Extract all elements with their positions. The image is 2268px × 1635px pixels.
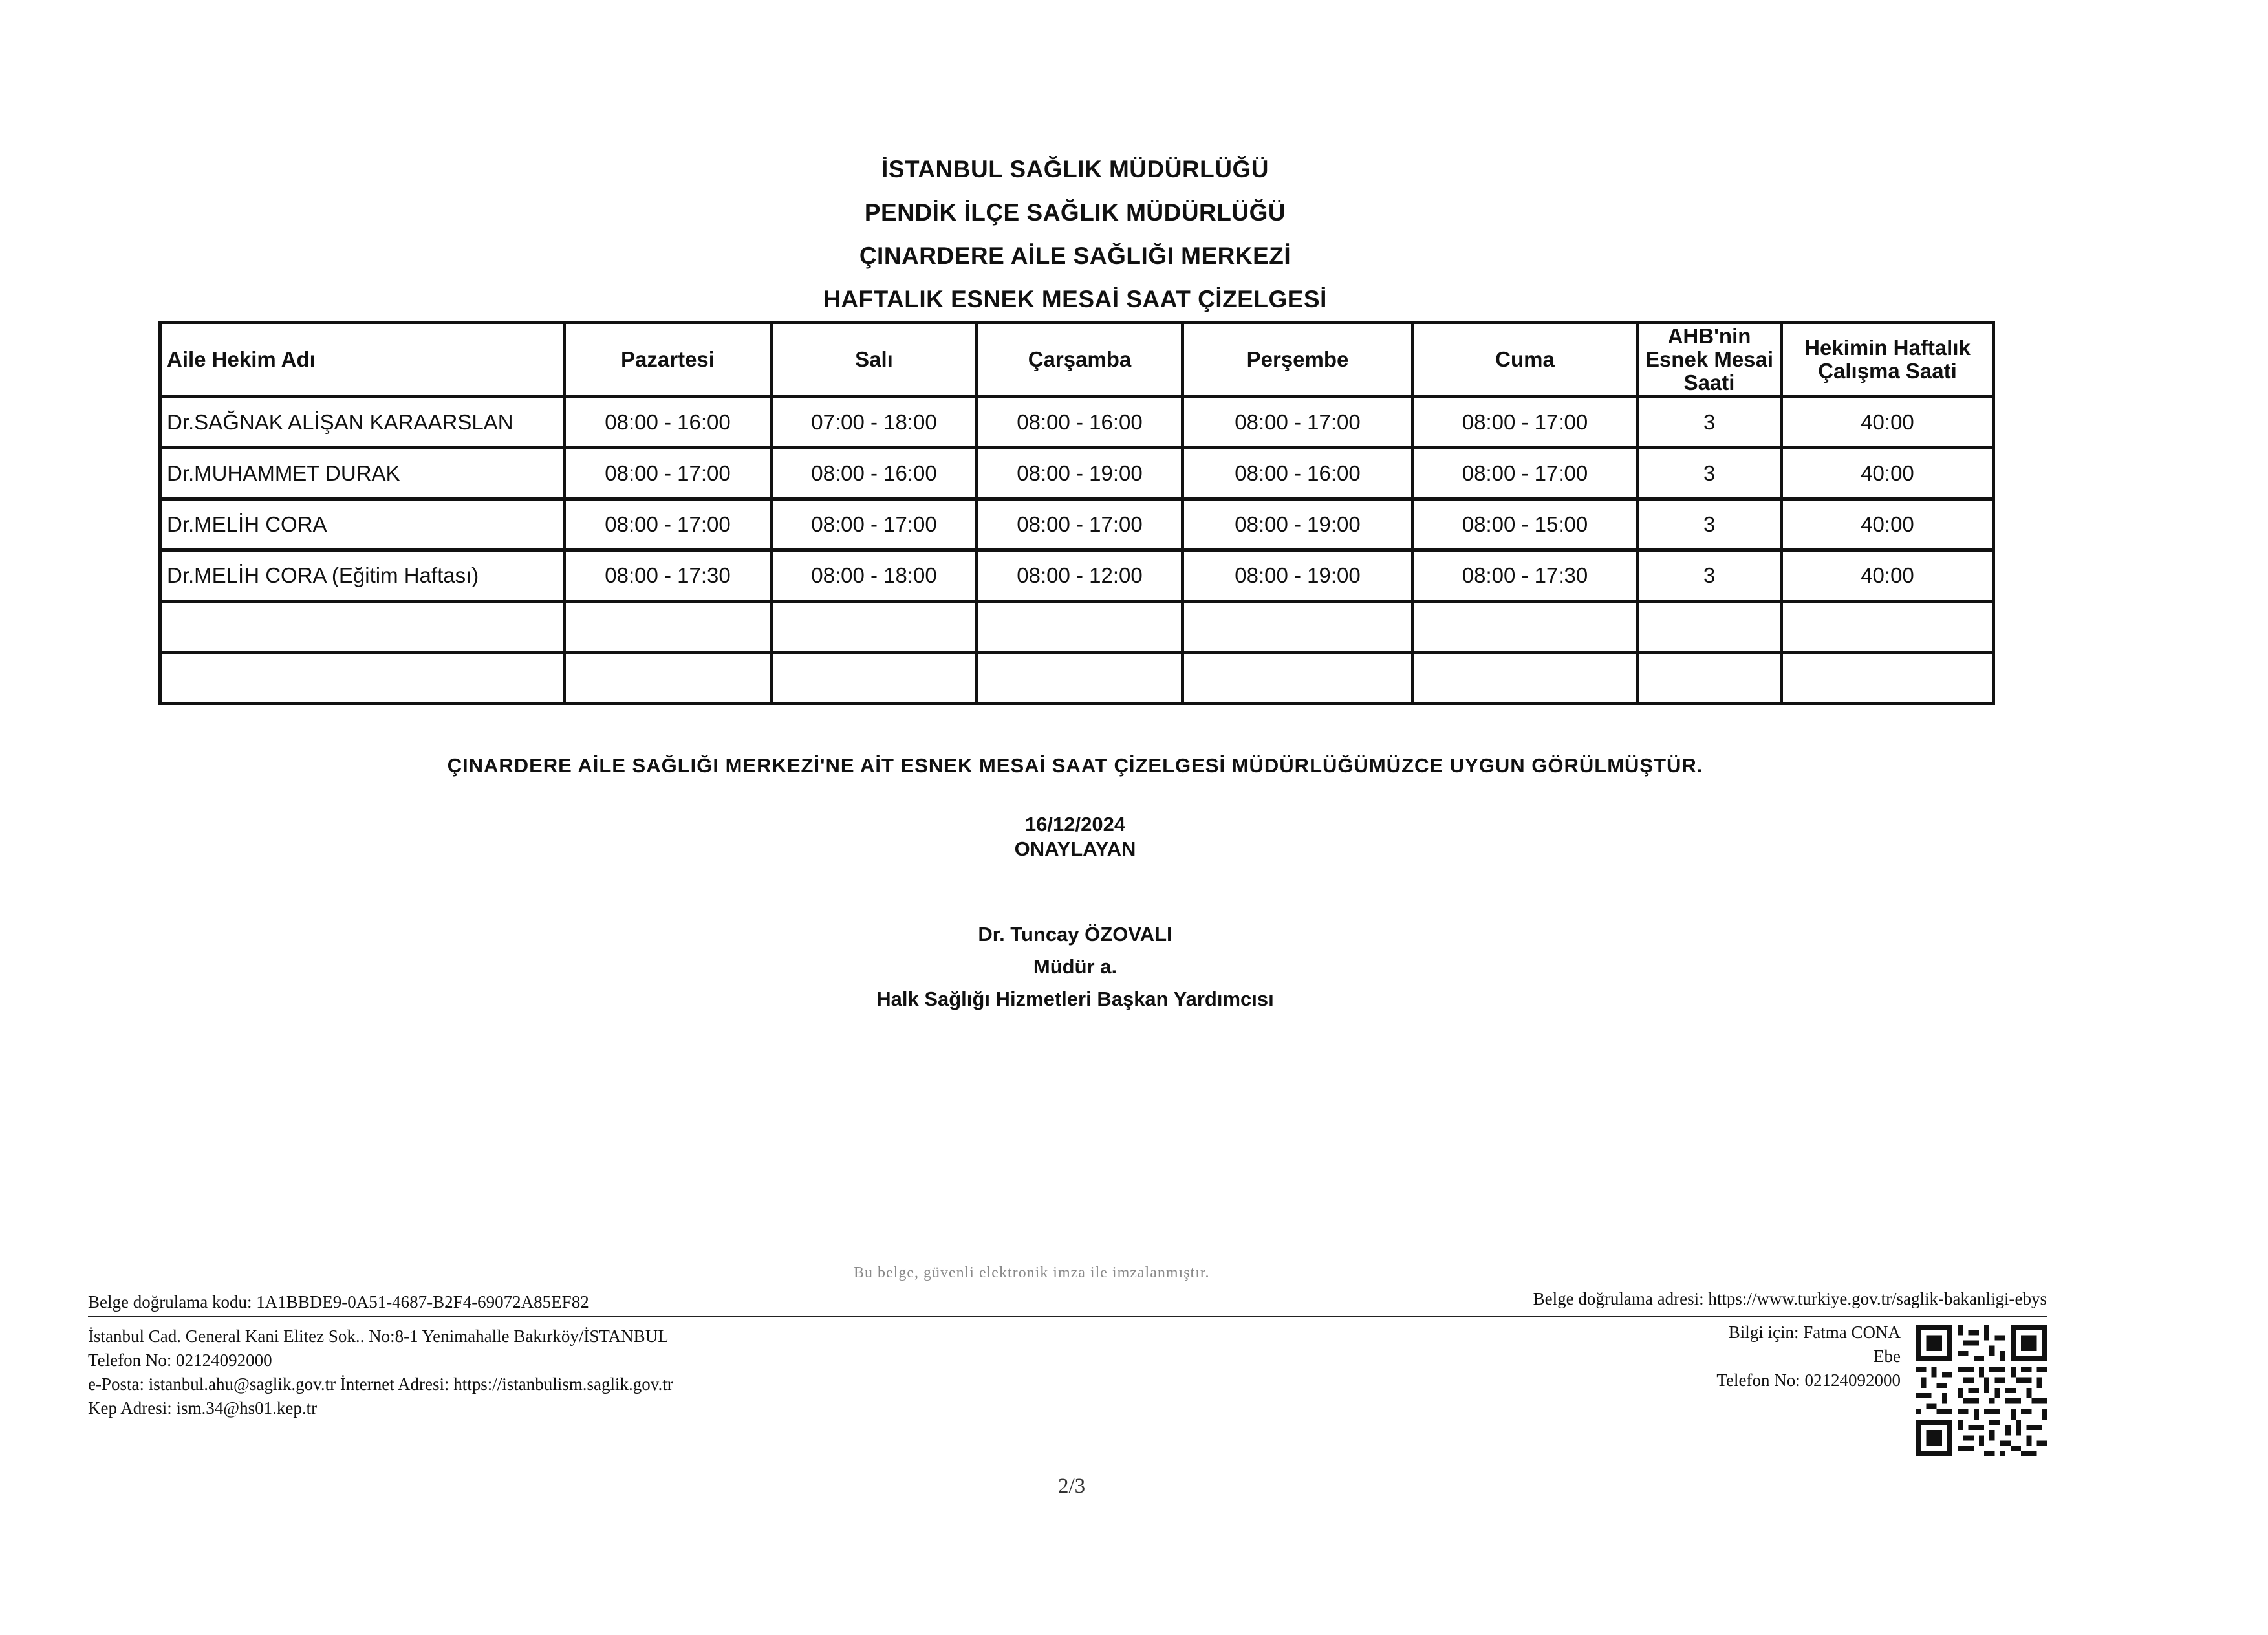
page-number: 2/3 xyxy=(1058,1475,1086,1498)
kep-address: Kep Adresi: ism.34@hs01.kep.tr xyxy=(88,1398,318,1418)
wednesday-hours-cell: 08:00 - 17:00 xyxy=(977,499,1183,550)
thursday-hours-cell: 08:00 - 19:00 xyxy=(1183,550,1413,601)
monday-hours-cell: 08:00 - 17:00 xyxy=(565,448,772,499)
friday-hours-cell: 08:00 - 17:30 xyxy=(1413,550,1637,601)
monday-hours-cell: 08:00 - 16:00 xyxy=(565,397,772,448)
column-header-friday: Cuma xyxy=(1413,323,1637,397)
column-header-weekly-hours: Hekimin Haftalık Çalışma Saati xyxy=(1782,323,1994,397)
thursday-hours-cell: 08:00 - 17:00 xyxy=(1183,397,1413,448)
info-block xyxy=(1716,1321,1901,1392)
tuesday-hours-cell xyxy=(772,653,977,704)
tuesday-hours-cell: 08:00 - 18:00 xyxy=(772,550,977,601)
wednesday-hours-cell: 08:00 - 16:00 xyxy=(977,397,1183,448)
table-header-row xyxy=(160,323,1994,397)
header-line-ministry: İSTANBUL SAĞLIK MÜDÜRLÜĞÜ xyxy=(881,156,1269,182)
table-row xyxy=(160,397,1994,448)
thursday-hours-cell: 08:00 - 16:00 xyxy=(1183,448,1413,499)
physician-name-cell: Dr.MELİH CORA (Eğitim Haftası) xyxy=(160,550,565,601)
weekly-hours-cell: 40:00 xyxy=(1782,397,1994,448)
flex-hours-cell: 3 xyxy=(1637,397,1782,448)
tuesday-hours-cell: 07:00 - 18:00 xyxy=(772,397,977,448)
monday-hours-cell xyxy=(565,653,772,704)
thursday-hours-cell xyxy=(1183,601,1413,653)
info-contact: Bilgi için: Fatma CONA xyxy=(1728,1323,1901,1342)
table-row xyxy=(160,499,1994,550)
header-line-district: PENDİK İLÇE SAĞLIK MÜDÜRLÜĞÜ xyxy=(864,199,1286,226)
address: İstanbul Cad. General Kani Elitez Sok.. No:8-1 Yenimahalle Bakırköy/İSTANBUL xyxy=(88,1326,669,1346)
table-row-empty xyxy=(160,653,1994,704)
weekly-hours-cell: 40:00 xyxy=(1782,499,1994,550)
physician-name-cell: Dr.SAĞNAK ALİŞAN KARAARSLAN xyxy=(160,397,565,448)
flex-hours-cell: 3 xyxy=(1637,448,1782,499)
header-line-center: ÇINARDERE AİLE SAĞLIĞI MERKEZİ xyxy=(859,243,1291,269)
tuesday-hours-cell xyxy=(772,601,977,653)
physician-name-cell xyxy=(160,601,565,653)
table-row-empty xyxy=(160,601,1994,653)
friday-hours-cell: 08:00 - 15:00 xyxy=(1413,499,1637,550)
signer-title: Halk Sağlığı Hizmetleri Başkan Yardımcısı xyxy=(876,988,1274,1010)
table-row xyxy=(160,550,1994,601)
signer-role: Müdür a. xyxy=(1033,955,1118,978)
weekly-hours-cell: 40:00 xyxy=(1782,550,1994,601)
approval-date-block xyxy=(0,812,2150,861)
physician-name-cell xyxy=(160,653,565,704)
email-web: e-Posta: istanbul.ahu@saglik.gov.tr İnternet Adresi: https://istanbulism.saglik.gov.tr xyxy=(88,1374,673,1394)
qr-code-icon xyxy=(1916,1325,2047,1456)
wednesday-hours-cell xyxy=(977,601,1183,653)
info-phone: Telefon No: 02124092000 xyxy=(1716,1370,1901,1390)
tuesday-hours-cell: 08:00 - 16:00 xyxy=(772,448,977,499)
signature-block xyxy=(0,918,2150,1015)
table-row xyxy=(160,448,1994,499)
monday-hours-cell: 08:00 - 17:00 xyxy=(565,499,772,550)
verification-code: Belge doğrulama kodu: 1A1BBDE9-0A51-4687-B2F4-69072A85EF82 xyxy=(88,1292,589,1312)
column-header-tuesday: Salı xyxy=(772,323,977,397)
friday-hours-cell xyxy=(1413,653,1637,704)
info-role: Ebe xyxy=(1874,1347,1901,1366)
column-header-physician: Aile Hekim Adı xyxy=(160,323,565,397)
flex-hours-cell: 3 xyxy=(1637,499,1782,550)
physician-name-cell: Dr.MELİH CORA xyxy=(160,499,565,550)
column-header-monday: Pazartesi xyxy=(565,323,772,397)
friday-hours-cell xyxy=(1413,601,1637,653)
friday-hours-cell: 08:00 - 17:00 xyxy=(1413,397,1637,448)
thursday-hours-cell xyxy=(1183,653,1413,704)
weekly-hours-cell: 40:00 xyxy=(1782,448,1994,499)
weekly-hours-cell xyxy=(1782,601,1994,653)
phone: Telefon No: 02124092000 xyxy=(88,1350,272,1370)
wednesday-hours-cell: 08:00 - 19:00 xyxy=(977,448,1183,499)
esign-note: Bu belge, güvenli elektronik imza ile imzalanmıştır. xyxy=(854,1264,1210,1281)
contact-block xyxy=(88,1325,673,1420)
signer-name: Dr. Tuncay ÖZOVALI xyxy=(978,923,1172,946)
column-header-flex-hours: AHB'nin Esnek Mesai Saati xyxy=(1637,323,1782,397)
monday-hours-cell xyxy=(565,601,772,653)
column-header-wednesday: Çarşamba xyxy=(977,323,1183,397)
thursday-hours-cell: 08:00 - 19:00 xyxy=(1183,499,1413,550)
approval-date: 16/12/2024 xyxy=(1024,813,1126,836)
approval-label: ONAYLAYAN xyxy=(1014,838,1136,860)
flex-hours-cell: 3 xyxy=(1637,550,1782,601)
flex-hours-cell xyxy=(1637,601,1782,653)
document-title: HAFTALIK ESNEK MESAİ SAAT ÇİZELGESİ xyxy=(823,286,1327,312)
weekly-hours-cell xyxy=(1782,653,1994,704)
monday-hours-cell: 08:00 - 17:30 xyxy=(565,550,772,601)
verification-url: Belge doğrulama adresi: https://www.turkiye.gov.tr/saglik-bakanligi-ebys xyxy=(1533,1289,2047,1308)
schedule-table xyxy=(158,321,1995,705)
column-header-thursday: Perşembe xyxy=(1183,323,1413,397)
footer-divider xyxy=(88,1316,2047,1317)
friday-hours-cell: 08:00 - 17:00 xyxy=(1413,448,1637,499)
wednesday-hours-cell xyxy=(977,653,1183,704)
tuesday-hours-cell: 08:00 - 17:00 xyxy=(772,499,977,550)
physician-name-cell: Dr.MUHAMMET DURAK xyxy=(160,448,565,499)
document-header xyxy=(0,147,2150,321)
wednesday-hours-cell: 08:00 - 12:00 xyxy=(977,550,1183,601)
flex-hours-cell xyxy=(1637,653,1782,704)
approval-statement: ÇINARDERE AİLE SAĞLIĞI MERKEZİ'NE AİT ESNEK MESAİ SAAT ÇİZELGESİ MÜDÜRLÜĞÜMÜZCE UYGUN GÖRÜLMÜŞTÜR. xyxy=(447,754,1703,777)
